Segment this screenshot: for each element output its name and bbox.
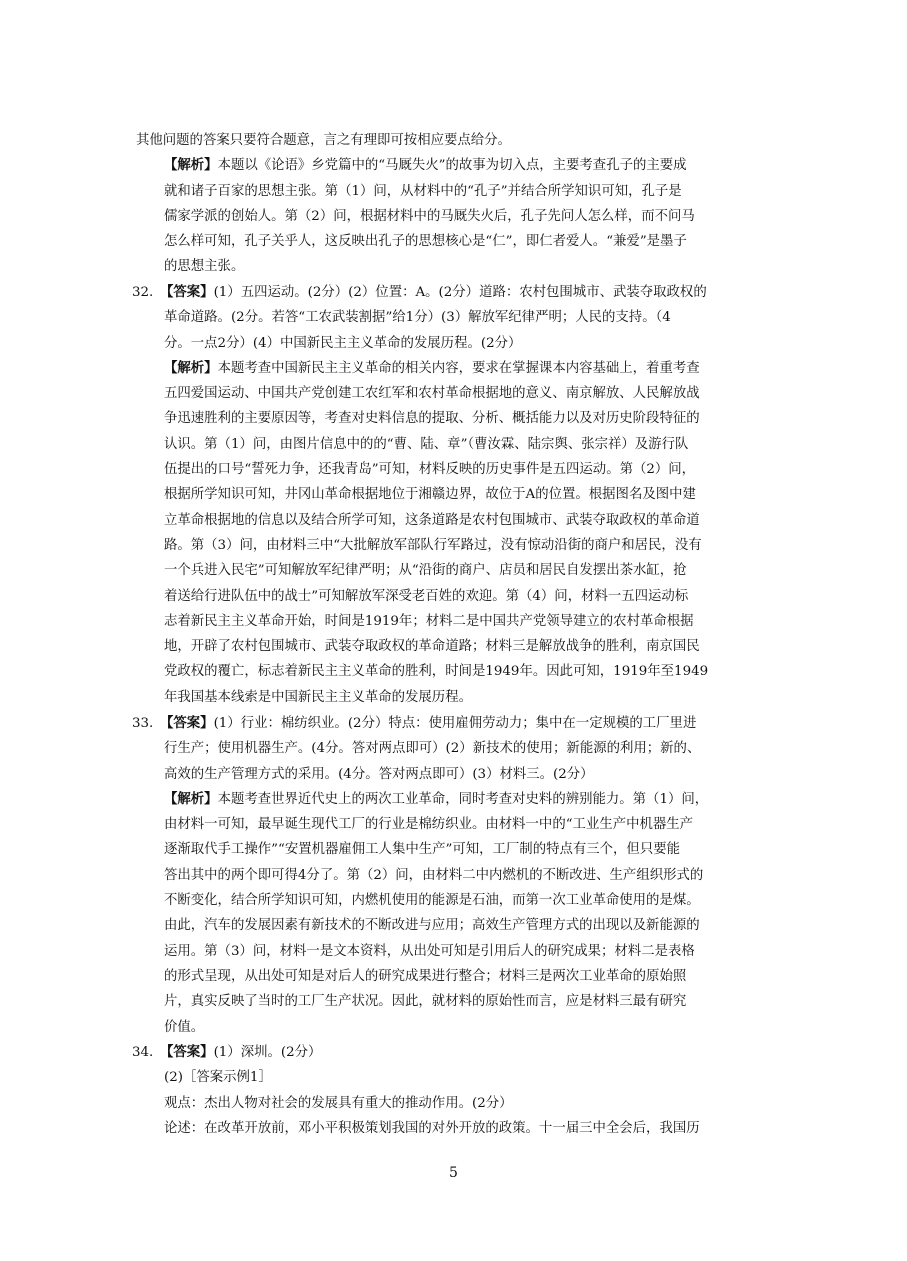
analysis-line: 立革命根据地的信息以及结合所学可知，这条道路是农村包围城市、武装夺取政权的革命道 (164, 512, 700, 528)
analysis-line: 片，真实反映了当时的工厂生产状况。因此，就材料的原始性而言，应是材料三最有研究 (164, 994, 687, 1010)
analysis-line: 争迅速胜利的主要原因等，考查对史料信息的提取、分析、概括能力以及对历史阶段特征的 (164, 411, 700, 427)
analysis-line: 着送给行进队伍中的战士”可知解放军深受老百姓的欢迎。第（4）问，材料一五四运动标 (164, 588, 689, 604)
answer-line: (2)［答案示例1］ (164, 1070, 272, 1086)
analysis-line: 的思想主张。 (164, 259, 245, 275)
analysis-line: 怎么样可知，孔子关乎人，这反映出孔子的思想核心是“仁”，即仁者爱人。“兼爱”是墨子 (164, 234, 687, 250)
analysis-first-line: 【解析】本题考查世界近代史上的两次工业革命，同时考查对史料的辨别能力。第（1）问， (164, 790, 709, 807)
analysis-line: 儒家学派的创始人。第（2）问，根据材料中的马厩失火后，孔子先问人怎么样，而不问马 (164, 208, 695, 224)
analysis-line: 价值。 (164, 1019, 205, 1035)
analysis-line: 根据所学知识可知，井冈山革命根据地位于湘赣边界，故位于A的位置。根据图名及图中建 (164, 487, 696, 503)
analysis-label: 【解析】 (164, 359, 218, 376)
answer-label: 【答案】 (160, 284, 214, 300)
analysis-label: 【解析】 (164, 790, 218, 807)
analysis-line: 答出其中的两个即可得4分了。第（2）问，由材料二中内燃机的不断改进、生产组织形式的 (164, 867, 704, 883)
answer-line: 分。一点2分）(4）中国新民主主义革命的发展历程。(2分） (164, 335, 522, 351)
question-number: 34. (132, 1045, 154, 1060)
question-33 (132, 711, 776, 1040)
analysis-label: 【解析】 (164, 157, 218, 174)
q31-analysis (136, 153, 776, 279)
analysis-first-line: 【解析】本题以《论语》乡党篇中的“马厩失火”的故事为切入点，主要考查孔子的主要成 (164, 157, 687, 174)
analysis-line: 路。第（3）问，由材料三中“大批解放军部队行军路过，没有惊动沿街的商户和居民，没有 (164, 537, 702, 553)
answer-first-line: 34. 【答案】(1）深圳。(2分） (136, 1040, 776, 1065)
answer-line: 行生产；使用机器生产。(4分。答对两点即可）(2）新技术的使用；新能源的利用；新的、 (164, 741, 701, 757)
analysis-line: 就和诸子百家的思想主张。第（1）问，从材料中的“孔子”并结合所学知识可知，孔子是 (164, 183, 682, 199)
intro-line: 其他问题的答案只要符合题意，言之有理即可按相应要点给分。 (136, 133, 511, 148)
page-number: 5 (449, 1165, 458, 1181)
analysis-line: 地，开辟了农村包围城市、武装夺取政权的革命道路；材料三是解放战争的胜利，南京国民 (164, 639, 700, 655)
analysis-line: 认识。第（1）问，由图片信息中的的“曹、陆、章”（曹汝霖、陆宗舆、张宗祥）及游行队 (164, 436, 689, 452)
answer-line: 观点：杰出人物对社会的发展具有重大的推动作用。(2分） (164, 1095, 513, 1111)
answer-line: 高效的生产管理方式的采用。(4分。答对两点即可）(3）材料三。(2分） (164, 766, 594, 782)
intro-section (136, 128, 776, 153)
question-number: 33. (132, 716, 154, 731)
analysis-line: 由此，汽车的发展因素有新技术的不断改进与应用；高效生产管理方式的出现以及新能源的 (164, 918, 700, 934)
analysis-line: 运用。第（3）问，材料一是文本资料，从出处可知是引用后人的研究成果；材料二是表格 (164, 943, 695, 959)
analysis-line: 年我国基本线索是中国新民主主义革命的发展历程。 (164, 689, 472, 705)
answer-first-line: 33. 【答案】(1）行业：棉纺织业。(2分）特点：使用雇佣劳动力；集中在一定规模的工厂里进 (136, 711, 776, 736)
answer-line: 革命道路。(2分。若答“工农武装割据”给1分）(3）解放军纪律严明；人民的支持。（4 (164, 310, 671, 326)
answer-line: 论述：在改革开放前，邓小平积极策划我国的对外开放的政策。十一届三中全会后，我国历 (164, 1120, 700, 1136)
analysis-line: 伍提出的口号“誓死力争，还我青岛”可知，材料反映的历史事件是五四运动。第（2）问， (164, 462, 696, 478)
analysis-first-line: 【解析】本题考查中国新民主主义革命的相关内容，要求在掌握课本内容基础上，着重考查 (164, 359, 700, 376)
question-34 (132, 1040, 776, 1141)
analysis-line: 不断变化，结合所学知识可知，内燃机使用的能源是石油，而第一次工业革命使用的是煤。 (164, 893, 700, 909)
analysis-line: 五四爱国运动、中国共产党创建工农红军和农村革命根据地的意义、南京解放、人民解放战 (164, 386, 700, 402)
analysis-line: 党政权的覆亡，标志着新民主主义革命的胜利，时间是1949年。因此可知，1919年至1949 (164, 664, 709, 680)
answer-label: 【答案】 (160, 715, 214, 731)
answer-label: 【答案】 (160, 1044, 214, 1060)
analysis-line: 逐渐取代手工操作”“安置机器雇佣工人集中生产”可知，工厂制的特点有三个，但只要能 (164, 842, 680, 858)
analysis-line: 一个兵进入民宅”可知解放军纪律严明；从“沿街的商户、店员和居民自发摆出茶水缸，抢 (164, 563, 687, 579)
question-32 (132, 280, 776, 710)
question-number: 32. (132, 285, 154, 300)
analysis-line: 的形式呈现，从出处可知是对后人的研究成果进行整合；材料三是两次工业革命的原始照 (164, 968, 687, 984)
analysis-line: 由材料一可知，最早诞生现代工厂的行业是棉纺织业。由材料一中的“工业生产中机器生产 (164, 817, 694, 833)
answer-first-line: 32. 【答案】(1）五四运动。(2分）(2）位置：A。(2分）道路：农村包围城市、武装夺取政权的 (136, 280, 776, 305)
analysis-line: 志着新民主主义革命开始，时间是1919年；材料二是中国共产党领导建立的农村革命根据 (164, 613, 694, 629)
